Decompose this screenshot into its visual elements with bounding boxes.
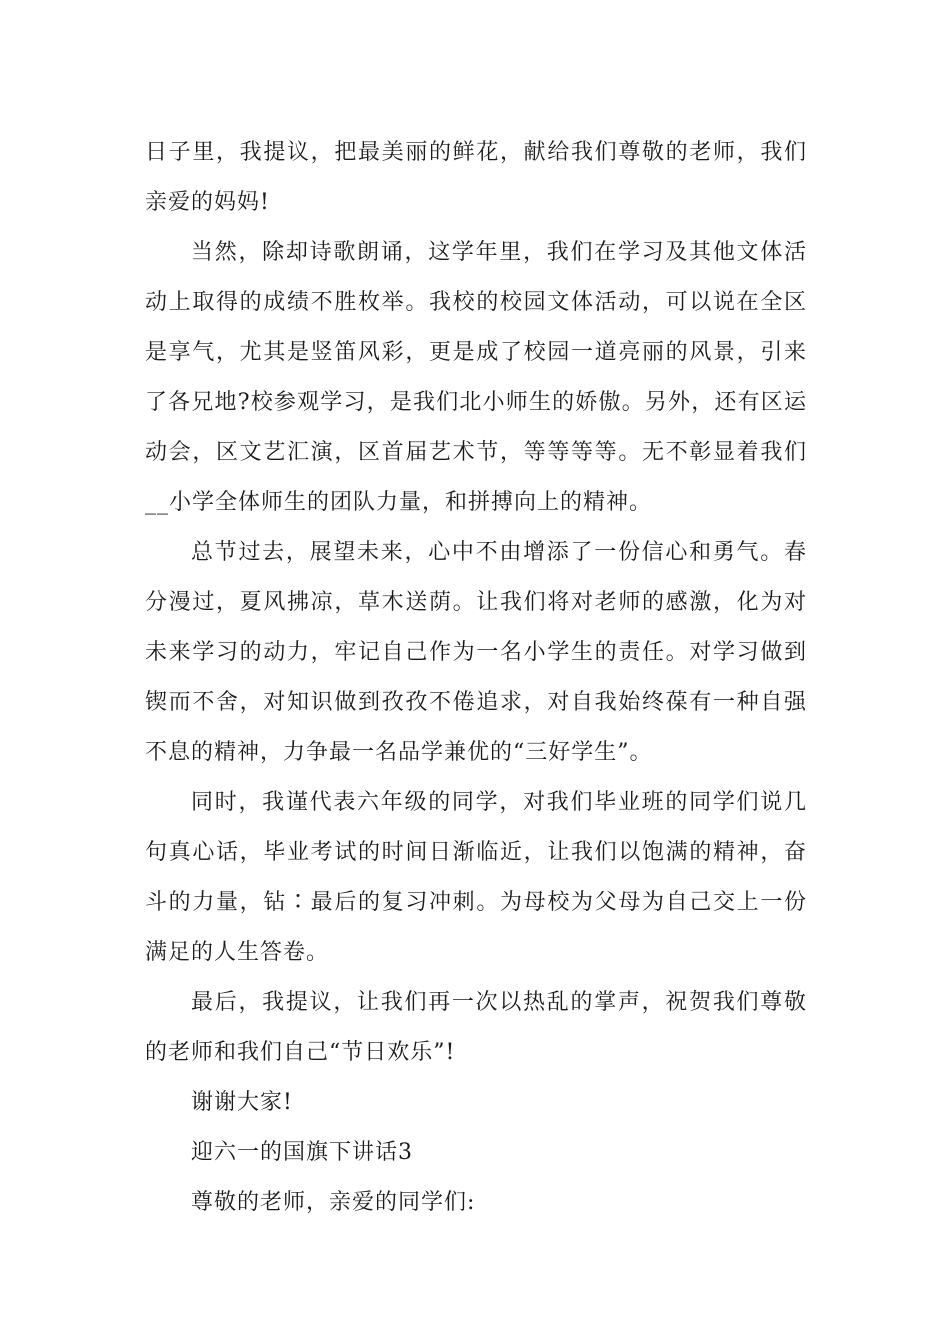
paragraph-closing: 最后，我提议，让我们再一次以热乱的掌声，祝贺我们尊敬的老师和我们自己“节日欢乐”! xyxy=(145,990,807,1065)
paragraph-salutation: 尊敬的老师，亲爱的同学们: xyxy=(191,1190,476,1215)
paragraph-thanks: 谢谢大家! xyxy=(191,1090,293,1115)
paragraph-achievements: 当然，除却诗歌朗诵，这学年里，我们在学习及其他文体活动上取得的成绩不胜枚举。我校的校园文体活动，可以说在全区是享气，尤其是竖笛风彩，更是成了校园一道亮丽的风景，引来了各兄地?校参观学习，是我们北小师生的娇傲。另外，还有区运动会，区文艺汇演，区首届艺术节，等等等等。无不彰显着我们__小学全体师生的团队力量，和拼搏向上的精神。 xyxy=(145,240,807,515)
paragraph-future: 总节过去，展望未来，心中不由增添了一份信心和勇气。春分漫过，夏风拂凉，草木送荫。让我们将对老师的感激，化为对未来学习的动力，牢记自己作为一名小学生的责任。对学习做到锲而不舍，对知识做到孜孜不倦追求，对自我始终葆有一种自强不息的精神，力争最一名品学兼优的“三好学生”。 xyxy=(145,540,807,765)
section-heading: 迎六一的国旗下讲话3 xyxy=(191,1140,413,1165)
paragraph-graduates: 同时，我谨代表六年级的同学，对我们毕业班的同学们说几句真心话，毕业考试的时间日渐临近，让我们以饱满的精神，奋斗的力量，钻∶最后的复习冲刺。为母校为父母为自己交上一份满足的人生答卷。 xyxy=(145,790,807,965)
document-body xyxy=(145,128,807,1228)
paragraph-continuation: 日子里，我提议，把最美丽的鲜花，献给我们尊敬的老师，我们亲爱的妈妈! xyxy=(145,140,807,215)
